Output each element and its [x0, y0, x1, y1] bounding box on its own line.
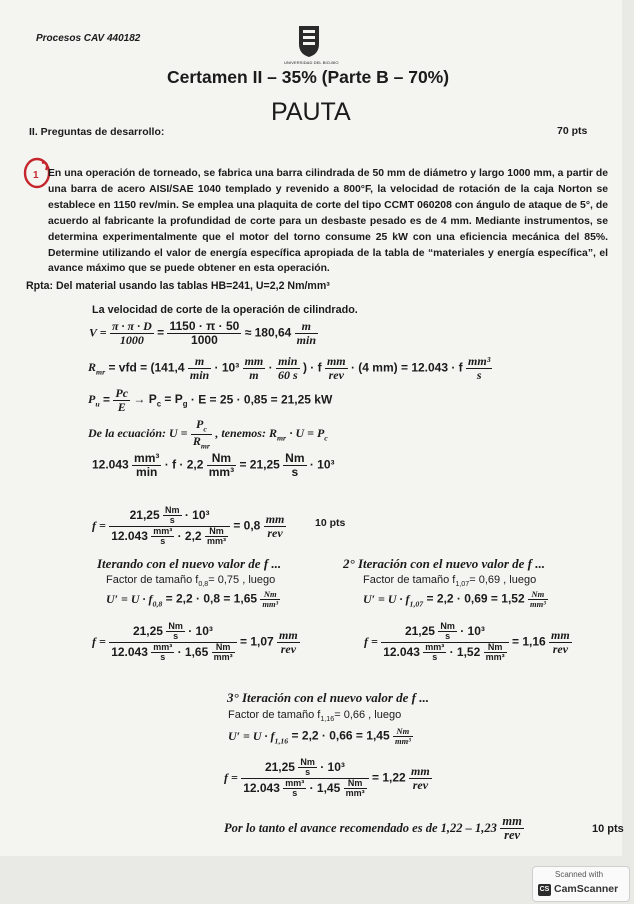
iteration-1-energy: $U' = U \cdot f_{0,8} = 2,2 \cdot 0,8 = 1,65$ $\frac{Nm}{\text{mm³}}$: [106, 589, 279, 609]
camscanner-watermark: [532, 866, 630, 902]
conclusion: Por lo tanto el avance recomendado es de 1,22 – 1,23 $\frac{mm}{\text{rev}}$: [224, 814, 522, 843]
scanned-with-label: Scanned with: [555, 870, 604, 879]
feed-initial-points: 10 pts: [315, 517, 346, 529]
camscanner-logo-icon: CS: [538, 884, 551, 896]
removal-rate-equation: $R_{mr}$ = vfd = (141,4 $\frac{m}{\min}$ · 10³ $\frac{mm}{m}$ · $\frac{\min}{60 s}$ ) · f $\frac{mm}{\text{rev}}$ · (4 mm) = 12.043 · f $\frac{\text{mm³}}{s}$: [88, 354, 491, 382]
energy-balance-equation: 12.043 $\frac{\text{mm³}}{\min}$ · f · 2,2 $\frac{Nm}{\text{mm³}}$ = 21,25 $\frac{Nm}{s}$ · 10³: [92, 451, 335, 479]
section-points: 70 pts: [557, 125, 588, 137]
question-number: 1: [33, 170, 39, 181]
iteration-2-feed-equation: f = 21,25 $\frac{Nm}{s}$ · 10³ 12.043 $\frac{\text{mm³}}{s}$ · 1,52 $\frac{Nm}{\text{mm³}}$ = 1,16 $\frac{mm}{\text{rev}}$: [364, 621, 570, 663]
iteration-3-energy: $U' = U \cdot f_{1,16} = 2,2 \cdot 0,66 = 1,45$ $\frac{Nm}{\text{mm³}}$: [228, 726, 411, 746]
iteration-1-factor: Factor de tamaño $f_{0,8}= 0,75$ , luego: [106, 574, 276, 589]
iteration-1-title: Iterando con el nuevo valor de f ...: [97, 556, 282, 571]
iteration-3-factor: Factor de tamaño $f_{1,16}= 0,66$ , luego: [228, 709, 402, 724]
iteration-3-title: 3° Iteración con el nuevo valor de f ...: [227, 690, 429, 705]
iteration-2-title: 2° Iteración con el nuevo valor de f ...: [343, 556, 545, 571]
question-text: En una operación de torneado, se fabrica una barra cilindrada de 50 mm de diámetro y largo 1000 mm, a partir de una barra de acero AISI/SAE 1040 templado y revenido a 800°F, la velocidad de rotación de la caja Norton se establece en 1150 rev/min. Se emplea una plaquita de corte del tipo CCMT 060208 con ángulo de ataque de 5°, de acuerdo al fabricante la profundidad de corte para un desbaste pesado es de 4 mm. Mediante instrumentos, se determina experimentalmente que el motor del torno consume 25 kW con una eficiencia mecánica del 85%. Determine utilizando el valor de energía específica apropiada de la tabla de “materiales y energía específica”, el avance máximo que se puede obtener en esta operación.: [48, 168, 608, 275]
section-label: II. Preguntas de desarrollo:: [29, 126, 165, 138]
exam-title: Certamen II – 35% (Parte B – 70%): [167, 67, 450, 87]
camscanner-label: CamScanner: [554, 883, 619, 895]
answer-material: Rpta: Del material usando las tablas HB=241, U=2,2 Nm/mm³: [26, 280, 330, 292]
iteration-3-feed-equation: f = 21,25 $\frac{Nm}{s}$ · 10³ 12.043 $\frac{\text{mm³}}{s}$ · 1,45 $\frac{Nm}{\text{mm³}}$ = 1,22 $\frac{mm}{\text{rev}}$: [224, 757, 430, 799]
pauta-heading: PAUTA: [271, 98, 351, 126]
energy-relation: De la ecuación: U = $\frac{P_c}{R_{mr}}$ , tenemos: $R_{mr} \cdot U = P_c$: [88, 417, 328, 450]
conclusion-points: 10 pts: [592, 823, 624, 835]
feed-initial-equation: f = 21,25 $\frac{Nm}{s}$ · 10³ 12.043 $\frac{\text{mm³}}{s}$ · 2,2 $\frac{Nm}{\text{mm³}}$ = 0,8 $\frac{mm}{\text{rev}}$: [92, 505, 285, 547]
solution-intro: La velocidad de corte de la operación de cilindrado.: [92, 304, 358, 316]
course-code: Procesos CAV 440182: [36, 33, 141, 44]
iteration-2-energy: $U' = U \cdot f_{1,07} = 2,2 \cdot 0,69 = 1,52$ $\frac{Nm}{\text{mm³}}$: [363, 589, 546, 609]
power-equation: $P_u$ = $\frac{Pc}{E}$ → $P_c = P_g \cdot E = 25 \cdot 0,85 = 21,25$ kW: [88, 386, 333, 414]
iteration-1-feed-equation: f = 21,25 $\frac{Nm}{s}$ · 10³ 12.043 $\frac{\text{mm³}}{s}$ · 1,65 $\frac{Nm}{\text{mm³}}$ = 1,07 $\frac{mm}{\text{rev}}$: [92, 621, 298, 663]
iteration-2-factor: Factor de tamaño $f_{1,07}= 0,69$ , luego: [363, 574, 537, 589]
university-name: UNIVERSIDAD DEL BIO-BIO: [284, 60, 339, 65]
university-logo: [296, 24, 322, 58]
cutting-speed-equation: V = $\frac{\pi \cdot \pi \cdot D}{1000}$ = $\frac{1150 \cdot \pi \cdot 50}{1000}$ ≈ 180,64 $\frac{m}{\min}$: [89, 319, 317, 347]
